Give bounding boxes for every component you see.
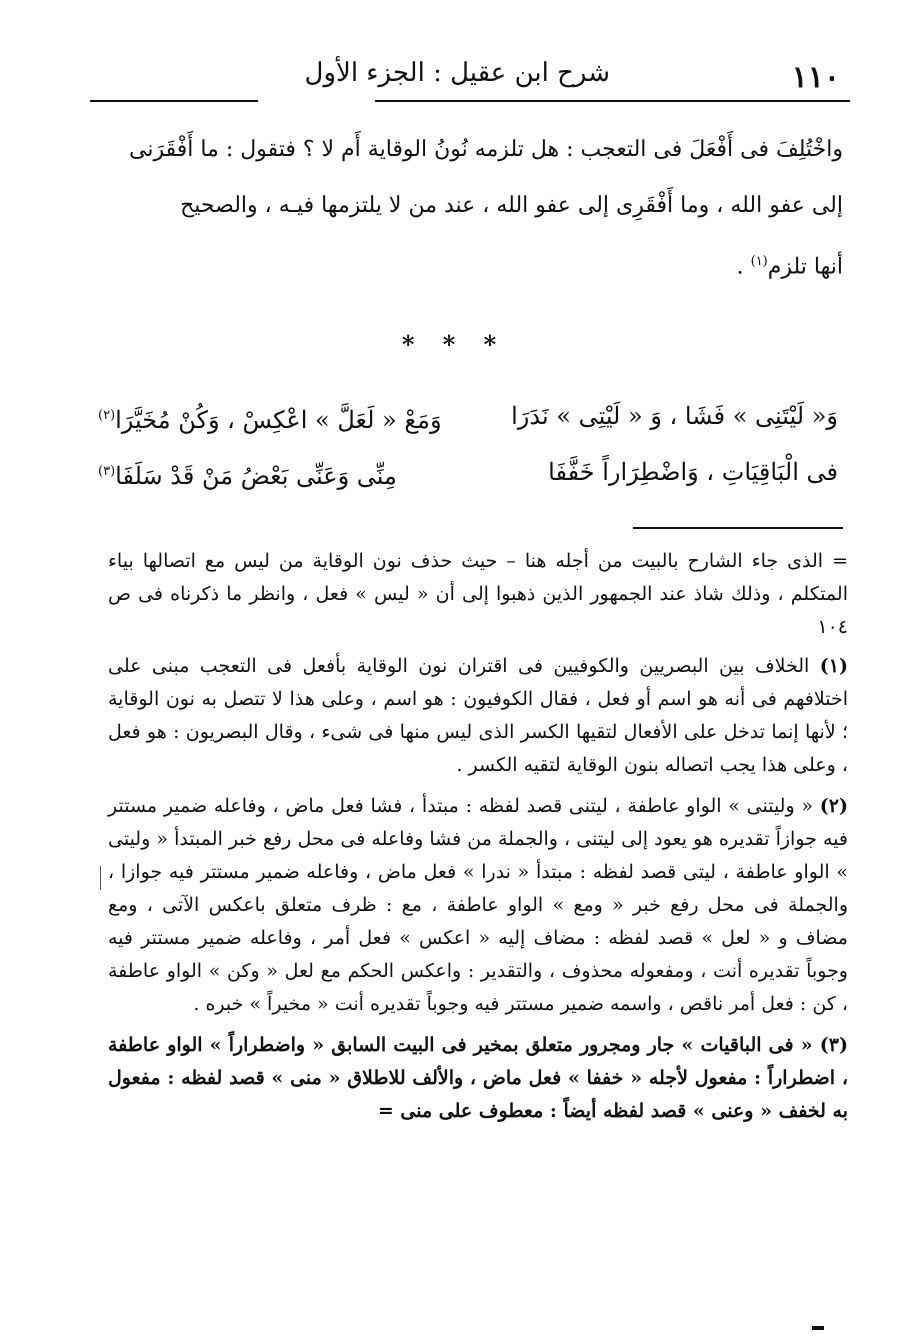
footnote-ref-3: (٣) — [98, 464, 116, 479]
corner-mark — [812, 1326, 824, 1330]
footnote-2-mark: (٢) — [819, 795, 848, 817]
verse-1-second-hemistich: وَمَعْ « لَعَلَّ » اعْكِسْ ، وَكُنْ مُخَيَّرَا$^{(٢)}$ — [98, 406, 442, 434]
verse-2-second-hemistich: مِنِّى وَعَنِّى بَعْضُ مَنْ قَدْ سَلَفَا$^{(٣)}$ — [98, 462, 397, 490]
footnote-continuation: = الذى جاء الشارح بالبيت من أجله هنا – حيث حذف نون الوقاية من ليس مع اتصالها بياء المتكلم ، وذلك شاذ عند الجمهور الذين ذهبوا إلى أن « ليس » فعل ، وانظر ما ذكرناه فى ص ١٠٤ — [108, 550, 848, 638]
main-line-3: أنها تلزم$^{(١)}$ . — [736, 254, 843, 280]
verse-1-first-hemistich: وَ« لَيْتَنِى » فَشَا ، وَ « لَيْتِى » نَدَرَا — [511, 402, 838, 430]
page-header — [90, 50, 850, 100]
header-rule — [375, 100, 850, 102]
footnote-1: (١) الخلاف بين البصريين والكوفيين فى اقتران نون الوقاية بأفعل فى التعجب مبنى على اختلافهم فى أنه هو اسم أو فعل ، فقال الكوفيون : هو اسم ، وعلى هذا لا تتصل به نون الوقاية ؛ لأنها إنما تدخل على الأفعال لتقيها الكسر الذى ليس منها فى شىء ، وقال البصريون : هو فعل ، وعلى هذا يجب اتصاله بنون الوقاية لتقيه الكسر . — [108, 655, 848, 776]
main-text — [108, 122, 843, 295]
footnote-ref-1: (١) — [750, 254, 768, 269]
footnote-3-mark: (٣) — [819, 1034, 848, 1056]
footnote-2: (٢) « وليتنى » الواو عاطفة ، ليتنى قصد لفظه : مبتدأ ، فشا فعل ماض ، وفاعله ضمير مستتر فيه جوازاً تقديره هو يعود إلى ليتنى ، والجملة من فشا وفاعله فى محل رفع خبر المبتدأ « وليتى » الواو عاطفة ، ليتى قصد لفظه : مبتدأ « ندرا » فعل ماض ، وفاعله ضمير مستتر فيه جوازا ، والجملة فى محل رفع خبر « ومع » الواو عاطفة ، مع : ظرف متعلق باعكس الآتى ، ومع مضاف و « لعل » قصد لفظه : مضاف إليه « اعكس » فعل أمر ، وفاعله ضمير مستتر فيه وجوباً تقديره أنت ، ومفعوله محذوف ، والتقدير : واعكس الحكم مع لعل « وكن » الواو عاطفة ، كن : فعل أمر ناقص ، واسمه ضمير مستتر فيه وجوباً تقديره أنت « مخيراً » خبره . — [108, 795, 848, 1015]
page-number: ١١٠ — [791, 60, 840, 95]
running-title: شرح ابن عقيل : الجزء الأول — [304, 58, 610, 88]
margin-mark — [100, 866, 102, 890]
footnote-ref-2: (٢) — [98, 408, 116, 423]
main-line-2: إلى عفو الله ، وما أَفْقَرِى إلى عفو الله ، عند من لا يلتزمها فيـه ، والصحيح — [180, 193, 843, 218]
header-rule-short — [90, 100, 258, 102]
verse-line-2 — [98, 444, 838, 500]
footnote-rule — [633, 527, 843, 529]
footnote-3: (٣) « فى الباقيات » جار ومجرور متعلق بمخير فى البيت السابق « واضطراراً » الواو عاطفة ، اضطراراً : مفعول لأجله « خففا » فعل ماض ، والألف للاطلاق « منى » قصد لفظه : مفعول به لخفف « وعنى » قصد لفظه أيضاً : معطوف على منى = — [108, 1034, 848, 1122]
main-line-1: واخْتُلِفَ فى أَفْعَلَ فى التعجب : هل تلزمه نُونُ الوقاية أَم لا ؟ فتقول : ما أَفْقَرَنى — [128, 137, 843, 162]
verse-line-1 — [98, 388, 838, 444]
footnotes — [108, 545, 848, 1136]
footnote-1-mark: (١) — [819, 655, 848, 677]
section-separator: * * * — [401, 330, 507, 359]
verse-2-first-hemistich: فى الْبَاقِيَاتِ ، وَاضْطِرَاراً خَفَّفَا — [548, 458, 838, 486]
